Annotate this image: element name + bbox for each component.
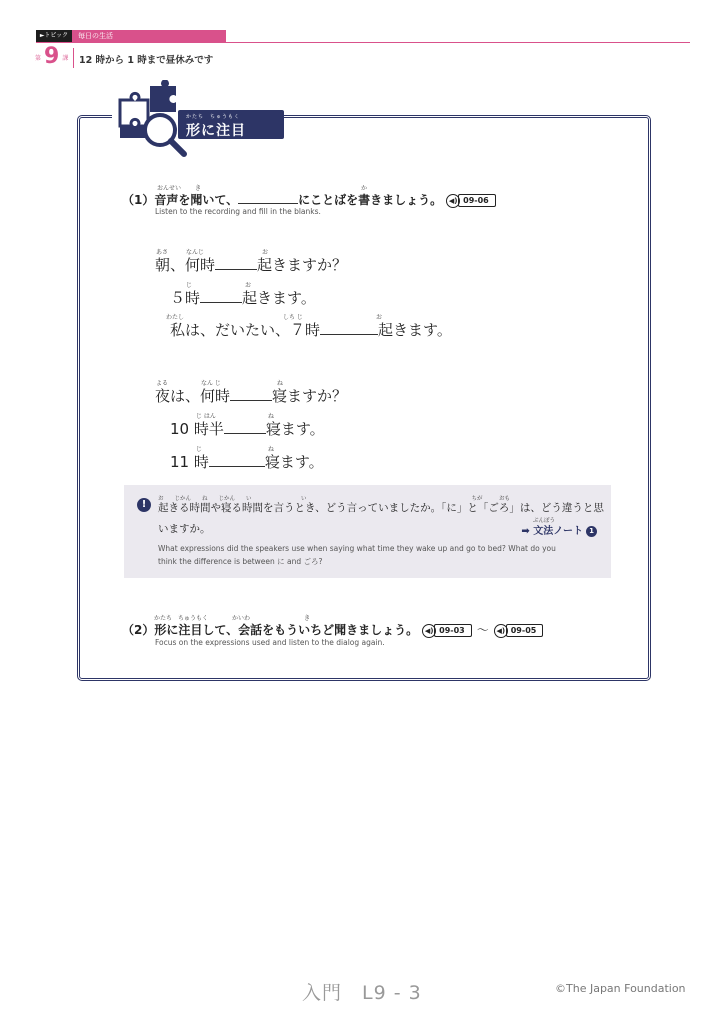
sentence — [170, 319, 452, 340]
lesson-separator — [73, 48, 74, 68]
lesson-prefix: 第 — [35, 54, 42, 62]
sentence — [170, 287, 316, 308]
audio-button[interactable] — [494, 624, 544, 638]
sentence-text: 寝ます。 — [264, 453, 324, 471]
page-number: 入門 L9 - 3 — [302, 982, 422, 1004]
ruby: かたち ちゅうもく かいわ き — [154, 615, 311, 622]
question-text: 形に注目して、会話をもういちど聞きましょう。 — [154, 623, 419, 637]
ruby: しち じ — [283, 314, 303, 321]
topic-label: ►トピック — [36, 30, 72, 42]
question-text: にことばを書きましょう。 — [298, 193, 443, 207]
ruby: あさ — [156, 249, 169, 256]
sentence-text: 10 時半 — [170, 420, 224, 438]
ruby: わたし — [166, 314, 185, 321]
sentence-text: 寝ますか？ — [272, 387, 348, 405]
audio-code: 09-06 — [458, 194, 496, 207]
question-1 — [122, 191, 496, 208]
sentence-text: 11 時 — [170, 453, 209, 471]
link-ruby: ぶんぽう — [532, 518, 555, 524]
grammar-note-link[interactable] — [521, 522, 597, 537]
question-2 — [122, 621, 543, 638]
blank[interactable] — [224, 418, 266, 434]
exclamation-icon: ! — [137, 498, 151, 512]
ruby: お — [376, 314, 383, 321]
sentence-text: 夜は、何時 — [155, 387, 231, 405]
grammar-note-box — [124, 485, 611, 578]
note-english: think the difference is between に and ごろ? — [158, 557, 323, 566]
sentence — [170, 451, 324, 472]
sentence-text: 起きますか？ — [257, 256, 348, 274]
tilde: 〜 — [476, 623, 489, 637]
ruby: なん じ — [201, 380, 221, 387]
question-number: （1） — [122, 193, 155, 207]
note-text: 起きる時間や寝る時間を言うとき、どう言っていましたか。「に」と「ごろ」は、どう違うと思 — [158, 502, 604, 514]
arrow-right-icon: ➡ — [521, 526, 534, 537]
ruby: き — [195, 185, 202, 192]
note-number-badge: 1 — [586, 526, 597, 537]
link-label: 文法ノート — [533, 526, 583, 537]
audio-code: 09-03 — [434, 624, 472, 637]
ruby: お — [262, 249, 269, 256]
section-title: 形に注目 — [186, 123, 246, 139]
ruby: おんせい — [157, 185, 182, 192]
ruby: じ はん — [196, 413, 216, 420]
audio-button[interactable] — [422, 624, 472, 638]
blank[interactable] — [230, 385, 272, 401]
sentence-text: 寝ます。 — [265, 420, 325, 438]
english-instruction: Listen to the recording and fill in the blanks. — [155, 207, 321, 216]
section-title-badge — [178, 110, 284, 139]
sentence — [170, 418, 325, 439]
blank[interactable] — [215, 254, 257, 270]
sentence-text: 私は、だいたい、７時 — [170, 321, 321, 339]
sentence-text: 起きます。 — [378, 321, 452, 339]
speaker-icon: ◀) — [422, 624, 436, 638]
sentence — [155, 385, 347, 406]
header-divider — [36, 42, 690, 43]
english-instruction: Focus on the expressions used and listen to the dialog again. — [155, 638, 385, 647]
sentence-text: ５時 — [170, 289, 201, 307]
note-english: What expressions did the speakers use when saying what time they wake up and go to bed? What do you — [158, 544, 556, 553]
ruby: お — [245, 282, 252, 289]
ruby: ね — [277, 380, 284, 387]
speaker-icon: ◀) — [446, 194, 460, 208]
blank[interactable] — [238, 191, 298, 204]
audio-button[interactable] — [446, 194, 496, 208]
sentence — [155, 254, 347, 275]
question-number: （2） — [122, 623, 155, 637]
note-ruby: お じかん ね じかん い い ちが おも — [158, 496, 511, 502]
blank[interactable] — [320, 319, 378, 335]
blank[interactable] — [200, 287, 242, 303]
lesson-digit: 9 — [44, 44, 60, 69]
note-text: いますか。 — [158, 523, 211, 535]
lesson-number — [35, 46, 68, 68]
speaker-icon: ◀) — [494, 624, 508, 638]
ruby: ね — [268, 413, 275, 420]
sentence-text: 起きます。 — [242, 289, 316, 307]
lesson-title: 12 時から 1 時まで昼休みです — [79, 55, 214, 66]
ruby: なんじ — [186, 249, 205, 256]
copyright: ©The Japan Foundation — [555, 982, 686, 995]
audio-code: 09-05 — [506, 624, 544, 637]
lesson-suffix: 課 — [62, 54, 69, 62]
ruby: か — [361, 185, 368, 192]
question-text: 音声を聞いて、 — [154, 193, 239, 207]
blank[interactable] — [209, 451, 265, 467]
sentence-text: 朝、何時 — [155, 256, 216, 274]
ruby: ね — [268, 446, 275, 453]
section-title-ruby: かたち ちゅうもく — [186, 114, 241, 120]
topic-title: 毎日の生活 — [72, 30, 226, 42]
ruby: よる — [156, 380, 169, 387]
ruby: じ — [196, 446, 203, 453]
ruby: じ — [186, 282, 193, 289]
